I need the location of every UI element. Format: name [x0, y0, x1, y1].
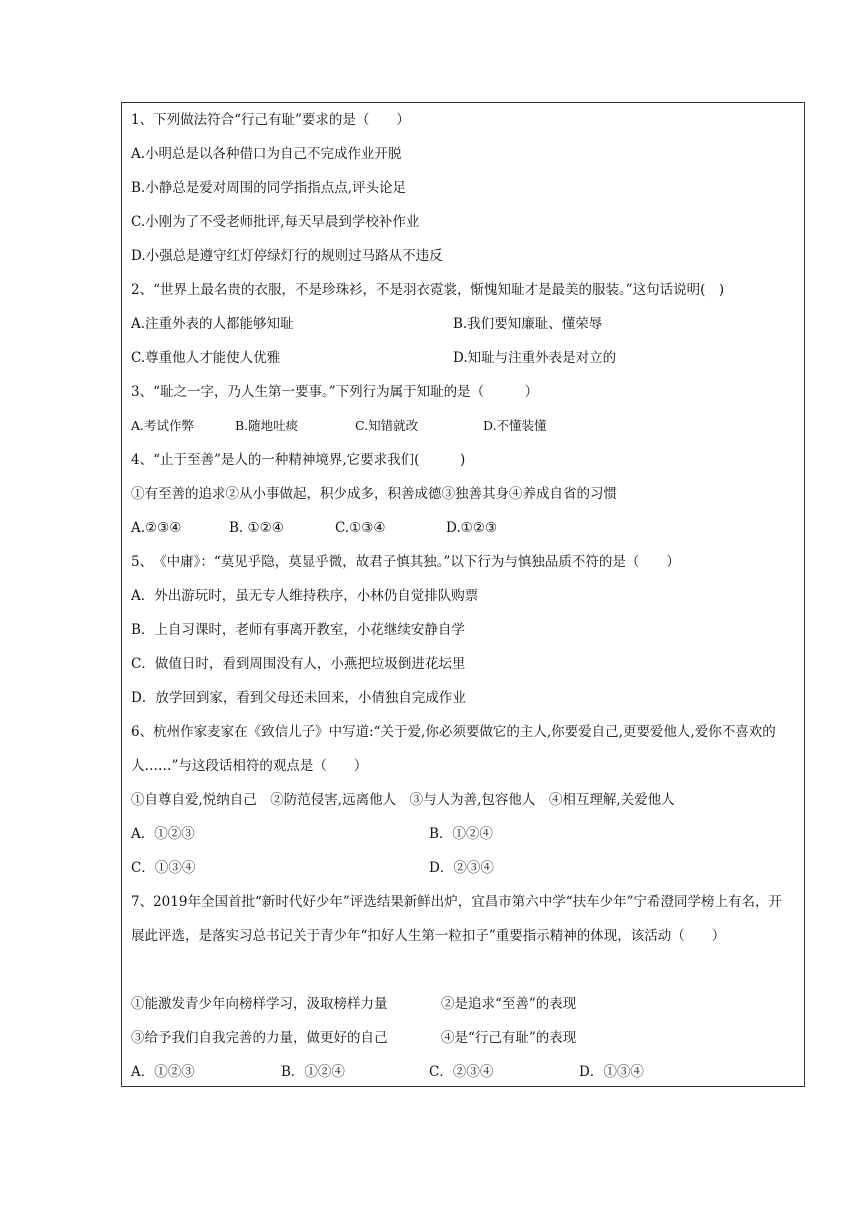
question-7-statements-row-2 [131, 1030, 795, 1064]
question-1-option-b: B.小静总是爱对周围的同学指指点点,评头论足 [131, 180, 407, 196]
question-4-options-row [131, 520, 795, 554]
question-5-option-c: C．做值日时，看到周围没有人，小燕把垃圾倒进花坛里 [131, 656, 466, 672]
question-6-options-row-1 [131, 826, 795, 860]
question-5-option-a: A．外出游玩时，虽无专人维持秩序，小林仍自觉排队购票 [131, 588, 479, 604]
question-7-option-b: B．①②④ [281, 1064, 345, 1080]
question-7-statement-1: ①能激发青少年向榜样学习，汲取榜样力量 [131, 996, 388, 1012]
question-4-option-a: A.②③④ [131, 520, 182, 536]
question-7-option-a: A．①②③ [131, 1064, 195, 1080]
question-7-statement-3: ③给予我们自我完善的力量，做更好的自己 [131, 1030, 388, 1046]
question-2-stem: 2、“世界上最名贵的衣服，不是珍珠衫，不是羽衣霓裳，惭愧知耻才是最美的服装。”这句话说明( ) [131, 282, 725, 298]
question-2-option-d: D.知耻与注重外表是对立的 [453, 350, 617, 366]
question-3-option-b: B.随地吐痰 [235, 418, 299, 433]
question-1-stem: 1、下列做法符合“行己有耻”要求的是（ ） [131, 112, 410, 128]
question-2-options-row-2 [131, 350, 795, 384]
question-3-options-row [131, 418, 795, 452]
question-2-option-a: A.注重外表的人都能够知耻 [131, 316, 294, 332]
question-4-option-c: C.①③④ [335, 520, 386, 536]
question-3-option-a: A.考试作弊 [131, 418, 195, 433]
question-7-options-row [131, 1064, 795, 1098]
question-7-option-c: C．②③④ [429, 1064, 494, 1080]
question-3-option-c: C.知错就改 [355, 418, 419, 433]
question-6-option-a: A．①②③ [131, 826, 195, 842]
question-5-option-b: B．上自习课时，老师有事离开教室，小花继续安静自学 [131, 622, 465, 638]
question-6-option-c: C．①③④ [131, 860, 196, 876]
question-1-option-c: C.小刚为了不受老师批评,每天早晨到学校补作业 [131, 214, 420, 230]
question-1-option-a: A.小明总是以各种借口为自己不完成作业开脱 [131, 146, 402, 162]
question-7-statements-row-1 [131, 996, 795, 1030]
question-4-option-b: B. ①②④ [229, 520, 284, 536]
question-7-statement-4: ④是“行己有耻”的表现 [441, 1030, 577, 1046]
question-4-option-d: D.①②③ [446, 520, 497, 536]
question-3-option-d: D.不懂装懂 [483, 418, 547, 433]
question-4-statement: ①有至善的追求②从小事做起，积少成多，积善成德③独善其身④养成自省的习惯 [131, 486, 617, 502]
question-2-options-row-1 [131, 316, 795, 350]
question-6-statement: ①自尊自爱,悦纳自己 ②防范侵害,远离他人 ③与人为善,包容他人 ④相互理解,关爱他人 [131, 792, 675, 808]
question-2-option-c: C.尊重他人才能使人优雅 [131, 350, 281, 366]
question-1-option-d: D.小强总是遵守红灯停绿灯行的规则过马路从不违反 [131, 248, 443, 264]
question-5-option-d: D．放学回到家，看到父母还未回来，小倩独自完成作业 [131, 690, 466, 706]
question-6-stem: 6、杭州作家麦家在《致信儿子》中写道:“关于爱,你必须要做它的主人,你要爱自己,更要爱他人,爱你不喜欢的人……”与这段话相符的观点是（ ） [131, 724, 776, 774]
question-3-stem: 3、“耻之一字，乃人生第一要事。”下列行为属于知耻的是（ ） [131, 384, 539, 400]
question-list [131, 112, 795, 1098]
question-7-stem: 7、2019年全国首批“新时代好少年”评选结果新鲜出炉，宜昌市第六中学“扶车少年”宁希澄同学榜上有名，开展此评选，是落实习总书记关于青少年“扣好人生第一粒扣子”重要指示精神的体现，该活动（ ） [131, 894, 783, 944]
question-2-option-b: B.我们要知廉耻、懂荣辱 [453, 316, 603, 332]
question-box [121, 102, 805, 1087]
question-7-statement-2: ②是追求“至善”的表现 [441, 996, 577, 1012]
question-6-option-b: B．①②④ [429, 826, 493, 842]
question-5-stem: 5、 《中庸》：“莫见乎隐，莫显乎微，故君子慎其独。”以下行为与慎独品质不符的是（ ） [131, 554, 680, 570]
question-7-option-d: D．①③④ [579, 1064, 644, 1080]
question-6-option-d: D．②③④ [429, 860, 494, 876]
question-4-stem: 4、“止于至善”是人的一种精神境界,它要求我们( ) [131, 452, 466, 468]
